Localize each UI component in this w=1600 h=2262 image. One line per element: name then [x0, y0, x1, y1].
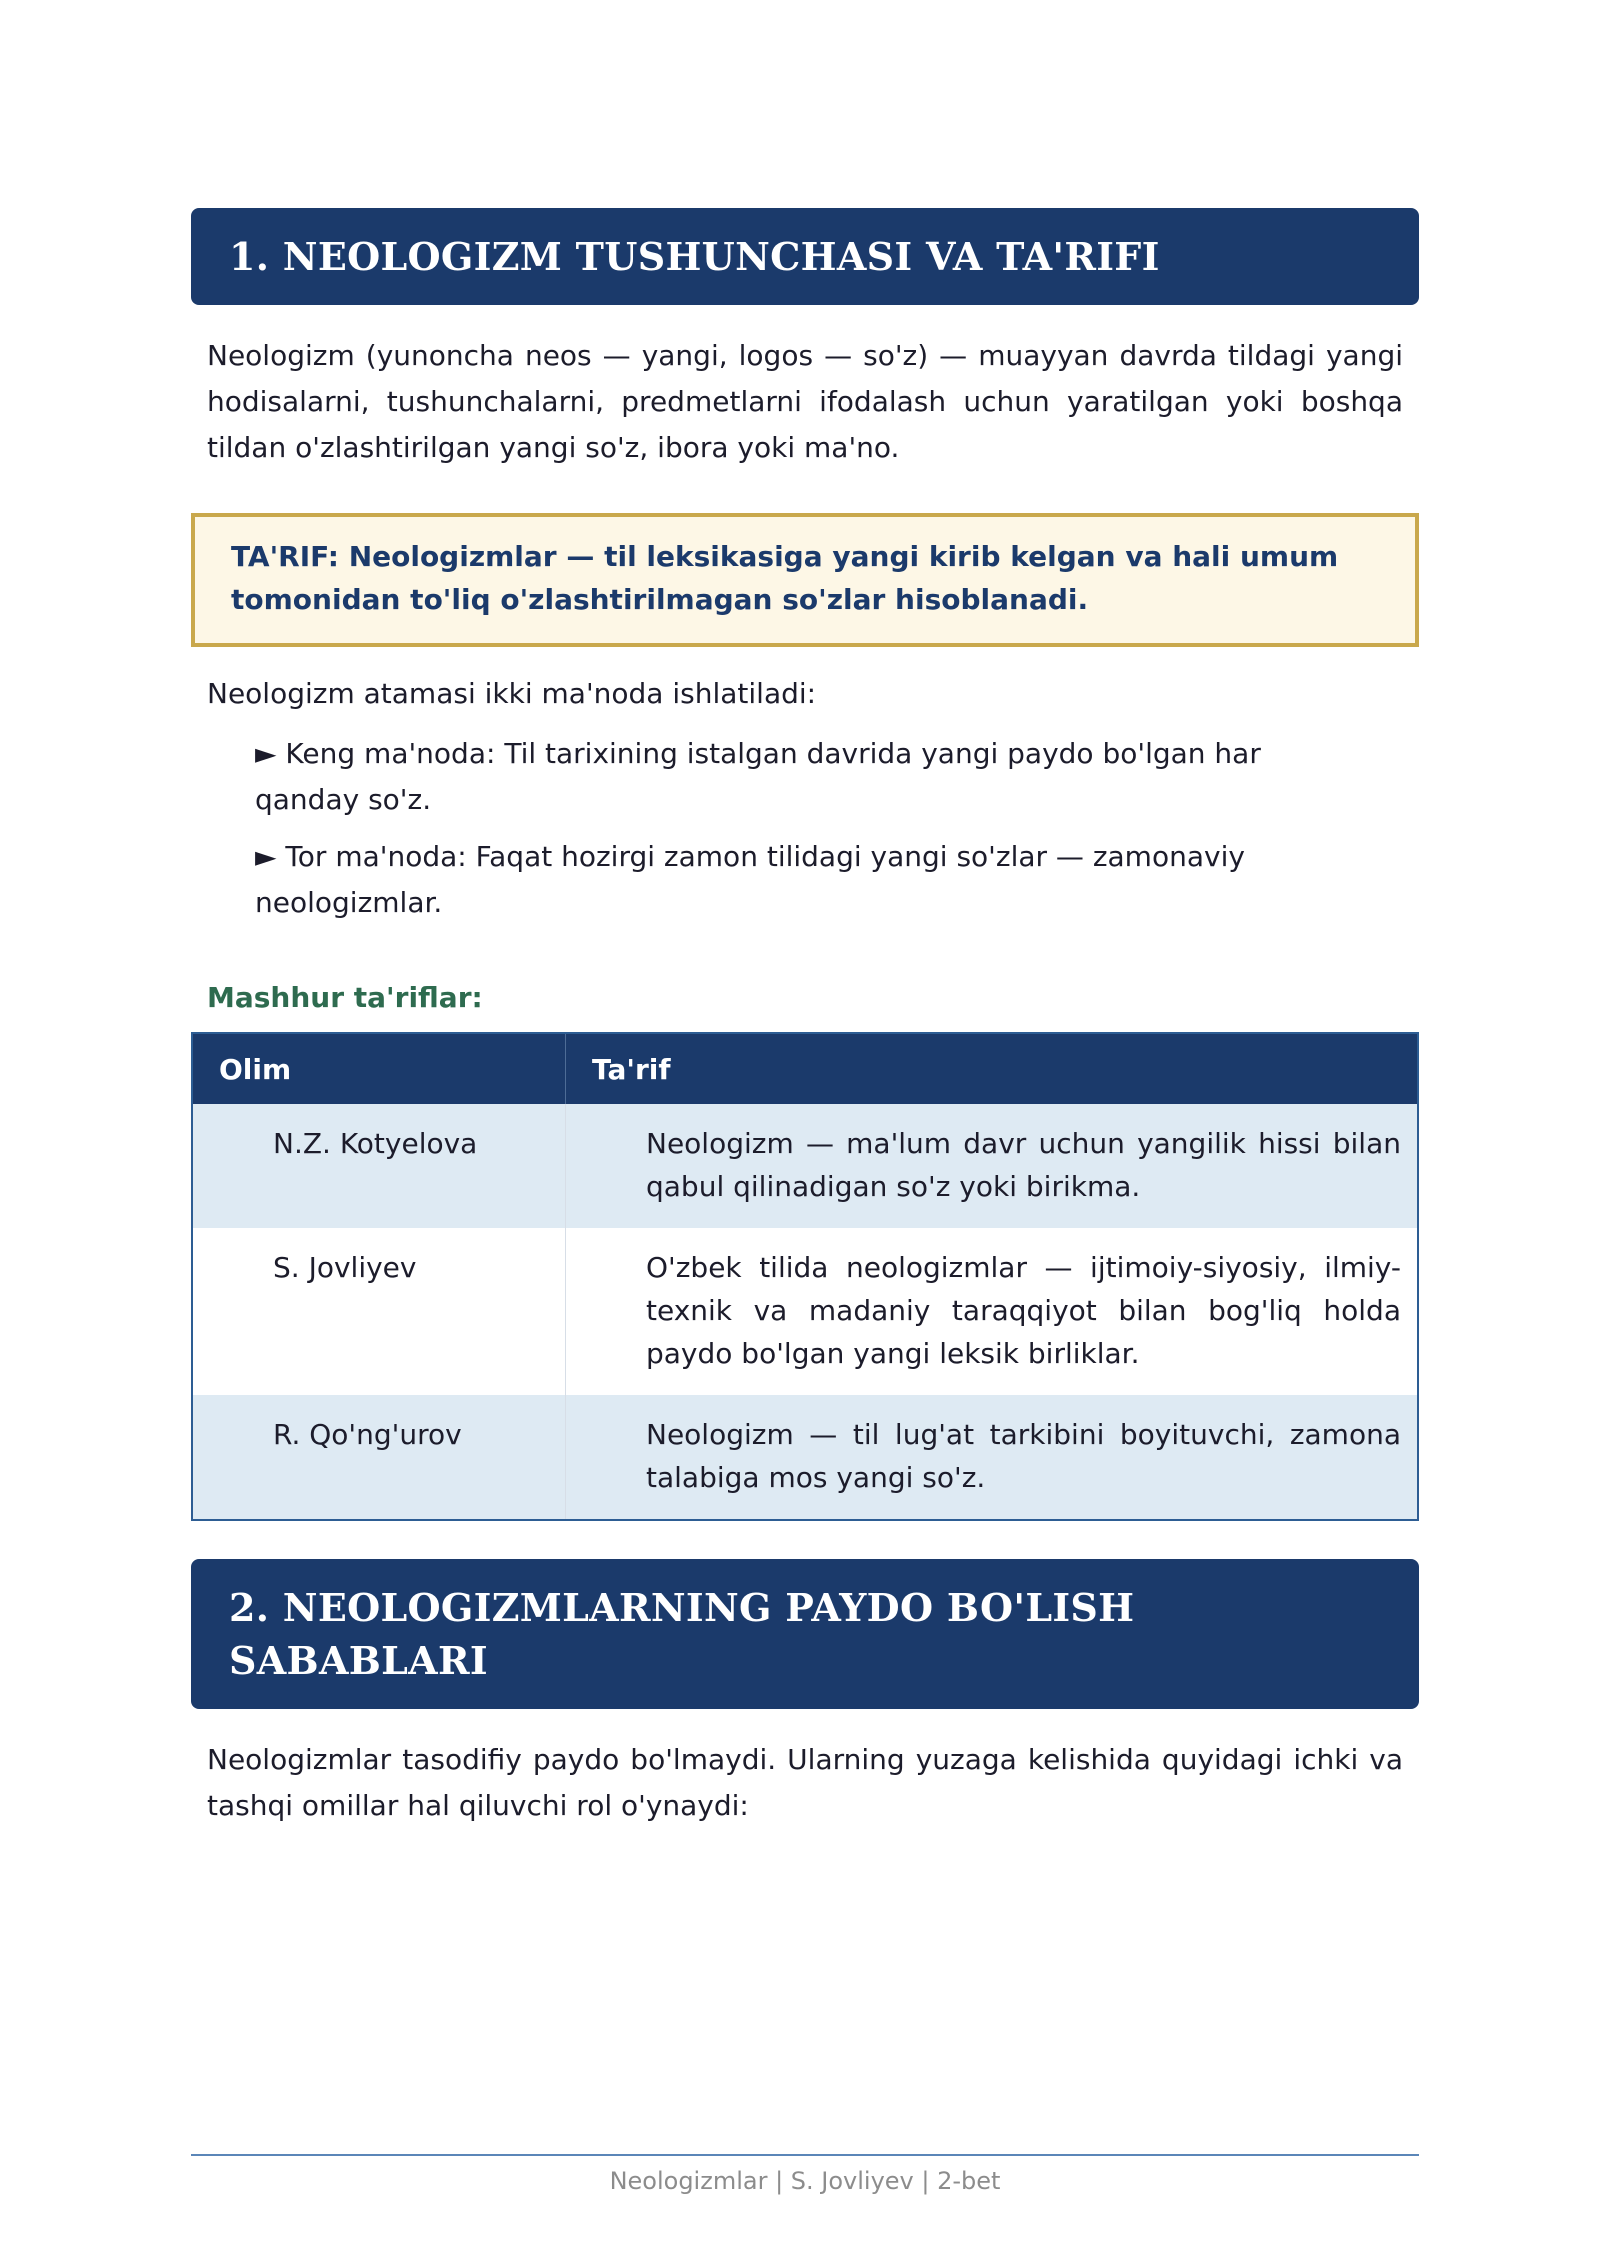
table-row: [192, 1395, 1418, 1520]
list-item: ► Tor ma'noda: Faqat hozirgi zamon tilidagi yangi so'zlar — zamonaviy neologizmlar.: [255, 840, 1245, 919]
section-1-intro: Neologizm (yunoncha neos — yangi, logos — so'z) — muayyan davrda tildagi yangi hodisalarni, tushunchalarni, predmetlarni ifodalash uchun yaratilgan yoki boshqa tildan o'zlashtirilgan yangi so'z, ibora yoki ma'no.: [207, 339, 1403, 464]
scholar-name: N.Z. Kotyelova: [192, 1104, 566, 1228]
footer-divider: [191, 2154, 1419, 2156]
scholar-definition: Neologizm — ma'lum davr uchun yangilik hissi bilan qabul qilinadigan so'z yoki birikma.: [566, 1104, 1419, 1228]
table-row: [192, 1104, 1418, 1228]
definition-callout: TA'RIF: Neologizmlar — til leksikasiga yangi kirib kelgan va hali umum tomonidan to'liq o'zlashtirilmagan so'zlar hisoblanadi.: [191, 513, 1419, 647]
scholar-name: R. Qo'ng'urov: [192, 1395, 566, 1520]
scholar-name: S. Jovliyev: [192, 1228, 566, 1395]
section-2-intro: Neologizmlar tasodifiy paydo bo'lmaydi. Ularning yuzaga kelishida quyidagi ichki va tashqi omillar hal qiluvchi rol o'ynaydi:: [207, 1743, 1403, 1822]
section-1-heading: 1. NEOLOGIZM TUSHUNCHASI VA TA'RIFI: [191, 208, 1419, 305]
column-header-scholar: Olim: [192, 1033, 566, 1104]
definitions-table: [191, 1032, 1419, 1521]
list-item: ► Keng ma'noda: Til tarixining istalgan davrida yangi paydo bo'lgan har qanday so'z.: [255, 737, 1261, 816]
scholar-definition: O'zbek tilida neologizmlar — ijtimoiy-siyosiy, ilmiy-texnik va madaniy taraqqiyot bilan bog'liq holda paydo bo'lgan yangi leksik birliklar.: [566, 1228, 1419, 1395]
usage-intro: Neologizm atamasi ikki ma'noda ishlatiladi:: [207, 677, 817, 710]
section-2-heading: 2. NEOLOGIZMLARNING PAYDO BO'LISH SABABLARI: [191, 1559, 1419, 1709]
column-header-definition: Ta'rif: [566, 1033, 1419, 1104]
table-header-row: [192, 1033, 1418, 1104]
table-title: Mashhur ta'riflar:: [207, 981, 483, 1014]
table-row: [192, 1228, 1418, 1395]
scholar-definition: Neologizm — til lug'at tarkibini boyituvchi, zamona talabiga mos yangi so'z.: [566, 1395, 1419, 1520]
usage-list: [255, 731, 1419, 926]
page-footer: Neologizmlar | S. Jovliyev | 2-bet: [609, 2167, 1001, 2195]
document-page: [191, 208, 1419, 1829]
